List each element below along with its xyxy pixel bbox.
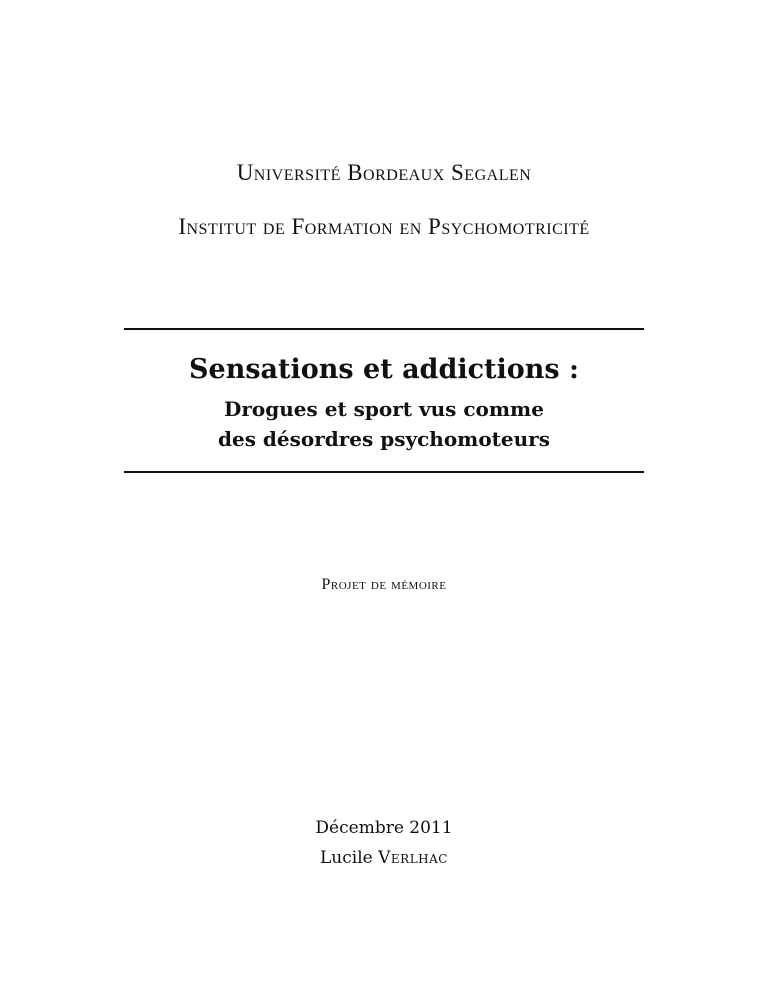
author-first-name: Lucile [320, 848, 373, 868]
document-type: Projet de mémoire [321, 576, 447, 593]
document-title: Sensations et addictions : [189, 354, 579, 385]
document-subtitle-line-2: des désordres psychomoteurs [218, 427, 550, 451]
document-date: Décembre 2011 [315, 818, 453, 838]
institute-name: Institut de Formation en Psychomotricité [178, 214, 590, 239]
top-rule [124, 328, 644, 330]
author [0, 848, 768, 868]
author-last-name: Verlhac [378, 848, 448, 868]
bottom-rule [124, 471, 644, 473]
university-name: Université Bordeaux Segalen [236, 160, 532, 185]
document-subtitle-line-1: Drogues et sport vus comme [224, 397, 544, 421]
